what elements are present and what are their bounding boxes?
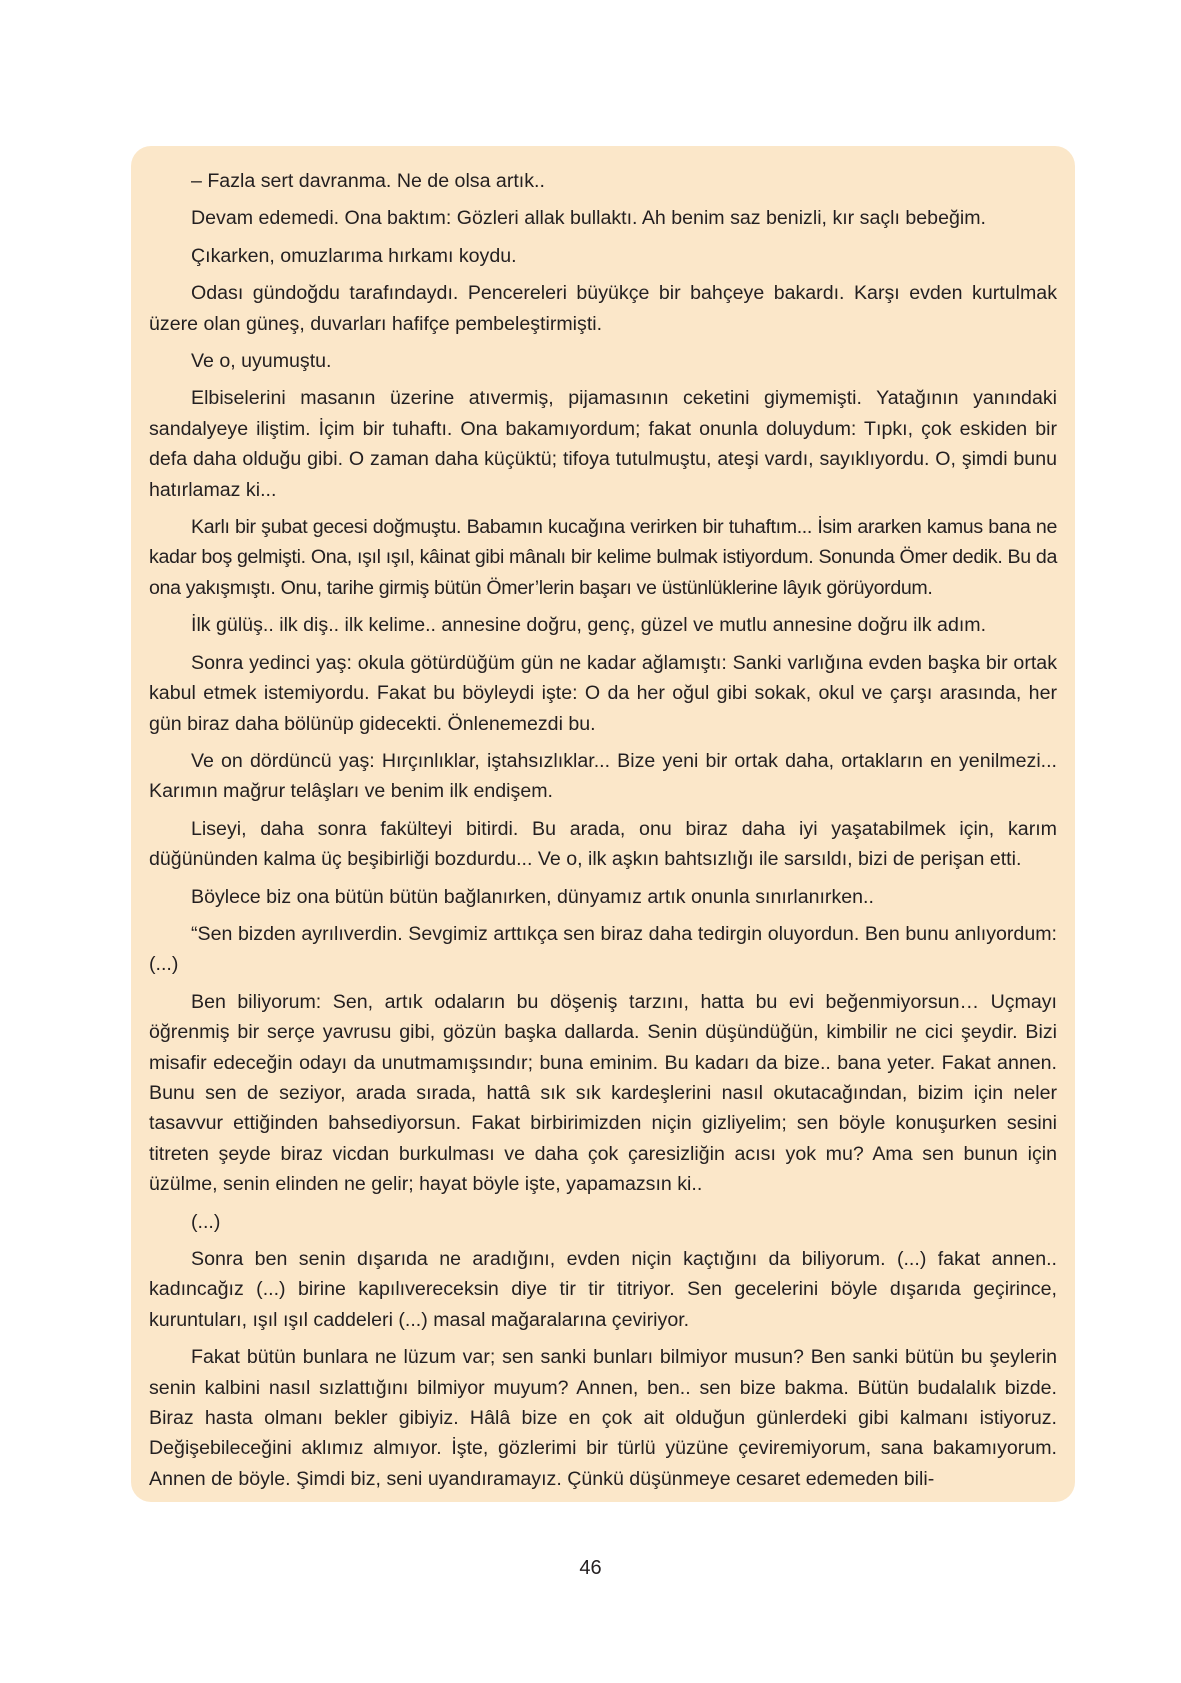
paragraph: Devam edemedi. Ona baktım: Gözleri allak bullaktı. Ah benim saz benizli, kır saçlı bebeğim. (191, 207, 986, 230)
paragraph: Odası gündoğdu tarafındaydı. Pencereleri büyükçe bir bahçeye bakardı. Karşı evden kurtulmak üzere olan güneş, duvarları hafifçe pembeleştirmişti. (149, 282, 1057, 335)
page-number: 46 (579, 1557, 602, 1579)
paragraph: (...) (191, 1210, 221, 1233)
paragraph: Ben biliyorum: Sen, artık odaların bu döşeniş tarzını, hatta bu evi beğenmiyorsun… Uçmayı öğrenmiş bir serçe yavrusu gibi, gözün başka dallarda. Senin düşündüğün, kimbilir ne cici şeydir. Bizi misafir edeceğin odayı da unutmamışsındır; buna eminim. Bu kadarı da bize.. bana yeter. Fakat annen. Bunu sen de seziyor, arada sırada, hattâ sık sık kardeşlerini nasıl okutacağından, bizim için neler tasavvur ettiğinden bahsediyorsun. Fakat birbirimizden niçin gizliyelim; sen böyle konuşurken sesini titreten şeyde biraz vicdan burkulması ve daha çok çaresizliğin acısı yok mu? Ama sen bunun için üzülme, senin elinden ne gelir; hayat böyle işte, yapamazsın ki.. (149, 990, 1057, 1196)
paragraph: “Sen bizden ayrılıverdin. Sevgimiz arttıkça sen biraz daha tedirgin oluyordun. Ben bunu anlıyordum: (...) (149, 922, 1057, 976)
paragraph: Çıkarken, omuzlarıma hırkamı koydu. (191, 244, 517, 267)
paragraph: Liseyi, daha sonra fakülteyi bitirdi. Bu arada, onu biraz daha iyi yaşatabilmek için, karım düğününden kalma üç beşibirliği bozdurdu... Ve o, ilk aşkın bahtsızlığı ile sarsıldı, bizi de perişan etti. (149, 817, 1057, 871)
paragraph: Sonra yedinci yaş: okula götürdüğüm gün ne kadar ağlamıştı: Sanki varlığına evden başka bir ortak kabul etmek istemiyordu. Fakat bu böyleydi işte: O da her oğul gibi sokak, okul ve çarşı arasında, her gün biraz daha bölünüp gidecekti. Önlenemezdi bu. (149, 651, 1057, 735)
paragraph: Ve on dördüncü yaş: Hırçınlıklar, iştahsızlıklar... Bize yeni bir ortak daha, ortakların en yenilmezi... Karımın mağrur telâşları ve benim ilk endişem. (149, 749, 1057, 803)
paragraph: İlk gülüş.. ilk diş.. ilk kelime.. annesine doğru, genç, güzel ve mutlu annesine doğru ilk adım. (191, 614, 987, 637)
paragraph: Böylece biz ona bütün bütün bağlanırken, dünyamız artık onunla sınırlanırken.. (191, 885, 874, 908)
paragraph: Ve o, uyumuştu. (191, 350, 332, 373)
paragraph: Elbiselerini masanın üzerine atıvermiş, pijamasının ceketini giymemişti. Yatağının yanındaki sandalyeye iliştim. İçim bir tuhaftı. Ona bakamıyordum; fakat onunla doluydum: Tıpkı, çok eskiden bir defa daha olduğu gibi. O zaman daha küçüktü; tifoya tutulmuştu, ateşi vardı, sayıklıyordu. O, şimdi bunu hatırlamaz ki... (149, 387, 1057, 501)
paragraph: – Fazla sert davranma. Ne de olsa artık.. (191, 170, 545, 192)
paragraph: Fakat bütün bunlara ne lüzum var; sen sanki bunları bilmiyor musun? Ben sanki bütün bu şeylerin senin kalbini nasıl sızlattığını bilmiyor muyum? Annen, ben.. sen bize bakma. Bütün budalalık bizde. Biraz hasta olmanı bekler gibiyiz. Hâlâ bize en çok ait olduğun günlerdeki gibi kalmanı istiyoruz. Değişebileceğini aklımız almıyor. İşte, gözlerimi bir türlü yüzüne çeviremiyorum, sana bakamıyorum. Annen de böyle. Şimdi biz, seni uyandıramayız. Çünkü düşünmeye cesaret edemeden bili- (149, 1346, 1057, 1490)
paragraph: Karlı bir şubat gecesi doğmuştu. Babamın kucağına verirken bir tuhaftım... İsim ararken kamus bana ne kadar boş gelmişti. Ona, ışıl ışıl, kâinat gibi mânalı bir kelime bulmak istiyordum. Sonunda Ömer dedik. Bu da ona yakışmıştı. Onu, tarihe girmiş bütün Ömer’lerin başarı ve üstünlüklerine lâyık görüyordum. (149, 516, 1057, 599)
text-box (131, 146, 1075, 1502)
paragraph: Sonra ben senin dışarıda ne aradığını, evden niçin kaçtığını da biliyorum. (...) fakat annen.. kadıncağız (...) birine kapılıvereceksin diye tir tir titriyor. Sen gecelerini böyle dışarıda geçirince, kuruntuları, ışıl ışıl caddeleri (...) masal mağaralarına çeviriyor. (149, 1248, 1057, 1331)
